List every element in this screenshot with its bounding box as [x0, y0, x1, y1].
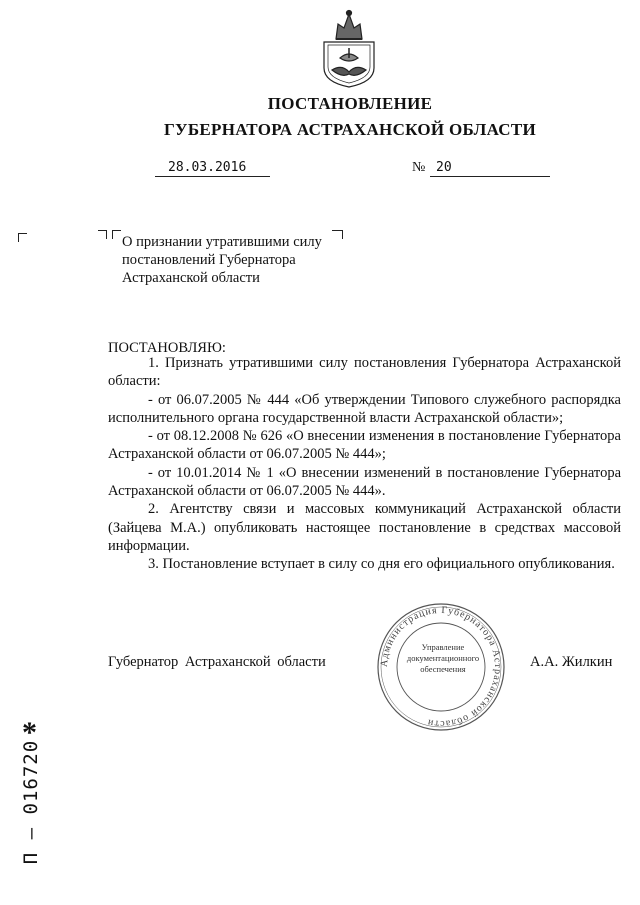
corner-mark	[18, 233, 27, 242]
stamp-dept-line: документационного	[406, 653, 480, 663]
stamp-dept-line: обеспечения	[420, 664, 466, 674]
document-body	[108, 354, 621, 574]
document-number: 20	[436, 160, 452, 175]
crest-icon	[318, 8, 380, 88]
document-subject: О признании утратившими силу постановлений Губернатора Астраханской области	[122, 234, 322, 286]
body-paragraph: - от 08.12.2008 № 626 «О внесении изменения в постановление Губернатора Астраханской области от 06.07.2005 № 444»;	[108, 428, 621, 463]
number-underline	[430, 176, 550, 177]
document-date: 28.03.2016	[168, 160, 247, 175]
margin-asterisk: *	[22, 716, 37, 749]
document-type-title: ПОСТАНОВЛЕНИЕ	[267, 94, 433, 113]
body-paragraph: - от 10.01.2014 № 1 «О внесении изменений в постановление Губернатора Астраханской области от 06.07.2005 № 444».	[108, 464, 621, 500]
number-sign: №	[412, 160, 426, 175]
body-paragraph: 3. Постановление вступает в силу со дня его официального опубликования.	[148, 556, 615, 573]
stamp-ring-text: Администрация Губернатора Астраханской области	[378, 604, 504, 730]
body-paragraph: - от 06.07.2005 № 444 «Об утверждении Типового служебного распорядка исполнительного органа государственной власти Астраханской области»;	[108, 391, 621, 426]
date-underline	[155, 176, 270, 177]
signer-title: Губернатор Астраханской области	[108, 654, 326, 670]
archive-code: П – 016720	[20, 739, 42, 865]
stamp-dept-line: Управление	[421, 642, 465, 652]
corner-mark	[98, 230, 107, 239]
stamp-department	[394, 642, 492, 675]
issuer-title: ГУБЕРНАТОРА АСТРАХАНСКОЙ ОБЛАСТИ	[163, 120, 537, 139]
decree-word: ПОСТАНОВЛЯЮ:	[108, 340, 226, 356]
body-paragraph: 2. Агентству связи и массовых коммуникаций Астраханской области (Зайцева М.А.) опубликовать настоящее постановление в средствах массовой информации.	[108, 501, 621, 554]
body-paragraph: 1. Признать утратившими силу постановления Губернатора Астраханской области:	[108, 355, 621, 390]
signer-name: А.А. Жилкин	[530, 654, 613, 670]
corner-mark	[112, 230, 121, 239]
